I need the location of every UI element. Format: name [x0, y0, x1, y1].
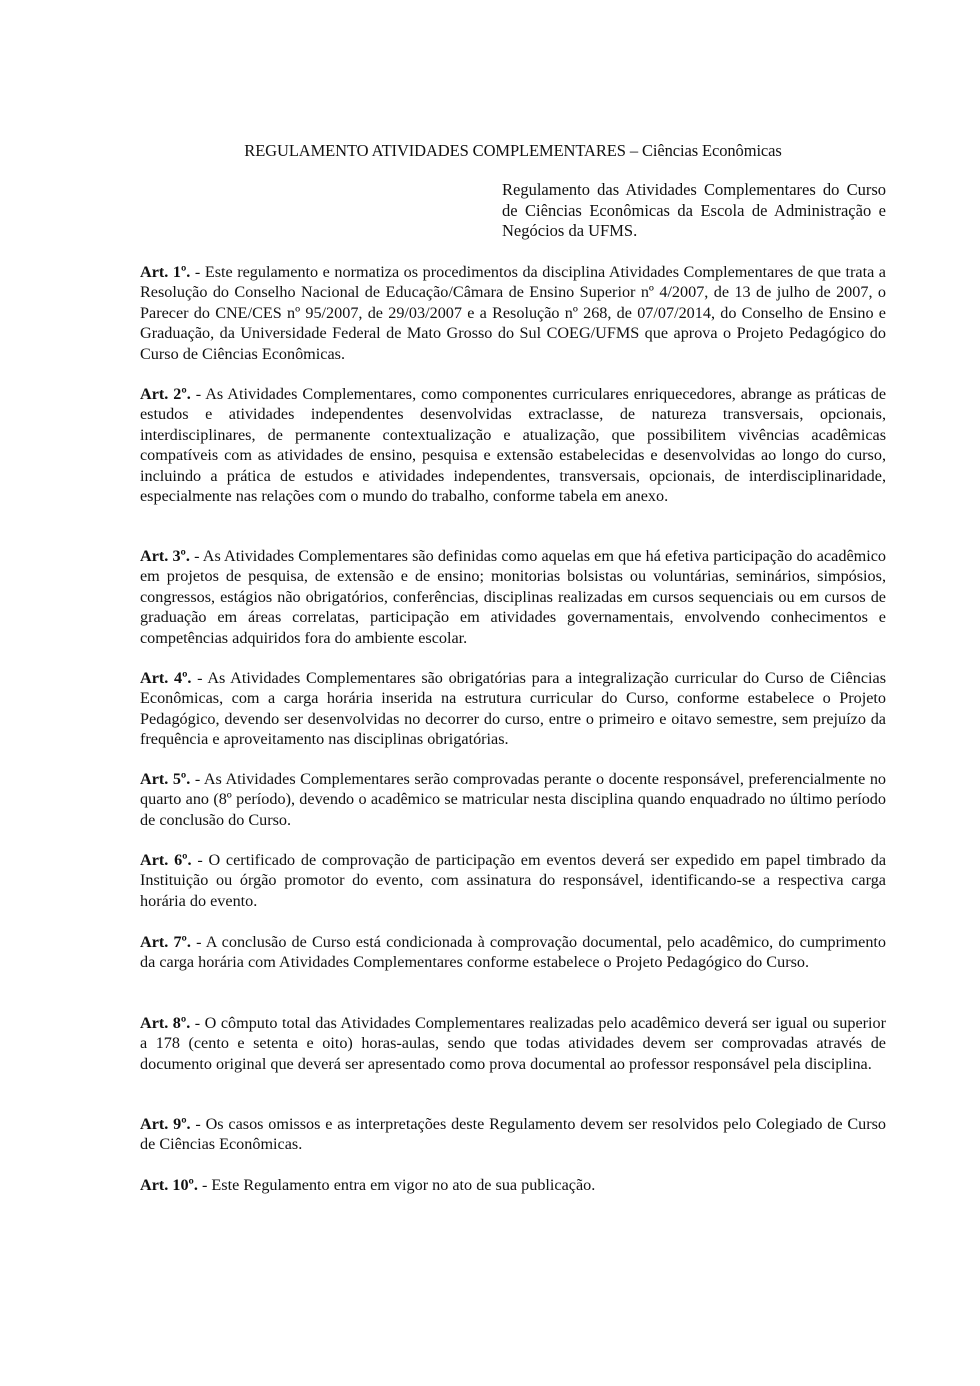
- article-8: [140, 1013, 886, 1074]
- article-text: - As Atividades Complementares serão comprovadas perante o docente responsável, preferencialmente no quarto ano (8º período), devendo o acadêmico se matricular nesta disciplina quando enquadrado no último período de conclusão do Curso.: [140, 770, 887, 829]
- article-text: - As Atividades Complementares são obrigatórias para a integralização curricular do Curso de Ciências Econômicas, com a carga horária inserida na estrutura curricular do Curso, conforme estabelece o Projeto Pedagógico, devendo ser desenvolvidas no decorrer do curso, entre o primeiro e oitavo semestre, sem prejuízo da frequência e aproveitamento nas disciplinas obrigatórias.: [140, 669, 886, 749]
- article-label: Art. 4º.: [140, 669, 192, 687]
- article-label: Art. 8º.: [140, 1014, 191, 1032]
- article-9: [140, 1114, 886, 1155]
- article-1: [140, 262, 886, 364]
- article-text: - As Atividades Complementares são definidas como aquelas em que há efetiva participação do acadêmico em projetos de pesquisa, de extensão e de ensino; monitorias bolsistas ou voluntárias, seminários, simpósios, congressos, estágios não obrigatórios, conferências, disciplinas realizadas em cursos sequenciais ou em cursos de graduação em áreas correlatas, participação em atividades governamentais, envolvendo conhecimentos e competências adquiridos fora do ambiente escolar.: [140, 547, 886, 647]
- article-7: [140, 932, 886, 973]
- article-4: [140, 668, 886, 750]
- article-6: [140, 850, 886, 911]
- article-5: [140, 769, 886, 830]
- article-label: Art. 3º.: [140, 547, 190, 565]
- article-label: Art. 10º.: [140, 1176, 198, 1194]
- article-text: - Este Regulamento entra em vigor no ato de sua publicação.: [197, 1176, 596, 1194]
- document-title: [140, 140, 886, 162]
- article-text: - O cômputo total das Atividades Complementares realizadas pelo acadêmico deverá ser igual ou superior a 178 (cento e setenta e oito) horas-aulas, sendo que todas atividades devem ser comprovadas através de documento original que deverá ser apresentado como prova documental ao professor responsável pela disciplina.: [140, 1014, 887, 1073]
- article-3: [140, 546, 886, 648]
- article-label: Art. 5º.: [140, 770, 191, 788]
- title-main: REGULAMENTO ATIVIDADES COMPLEMENTARES: [244, 141, 626, 160]
- article-label: Art. 1º.: [140, 263, 191, 281]
- article-text: - As Atividades Complementares, como componentes curriculares enriquecedores, abrange as práticas de estudos e atividades independentes desenvolvidas extraclasse, de natureza transversais, opcionais, interdisciplinares, de permanente contextualização e atualização, que possibilitem vivências acadêmicas compatíveis com as atividades de ensino, pesquisa e extensão estabelecidas e desenvolvidas ao longo do curso, incluindo a prática de estudos e atividades independentes, transversais, opcionais, de interdisciplinaridade, especialmente nas relações com o mundo do trabalho, conforme tabela em anexo.: [140, 385, 886, 506]
- title-course: Ciências Econômicas: [642, 141, 782, 160]
- article-label: Art. 2º.: [140, 385, 191, 403]
- article-text: - A conclusão de Curso está condicionada à comprovação documental, pelo acadêmico, do cumprimento da carga horária com Atividades Complementares conforme estabelece o Projeto Pedagógico do Curso.: [140, 933, 886, 972]
- article-text: - Os casos omissos e as interpretações deste Regulamento devem ser resolvidos pelo Colegiado de Curso de Ciências Econômicas.: [140, 1115, 886, 1154]
- article-2: [140, 384, 886, 506]
- article-10: [140, 1175, 886, 1195]
- article-text: - O certificado de comprovação de participação em eventos deverá ser expedido em papel timbrado da Instituição ou órgão promotor do evento, com assinatura do responsável, identificando-se a respectiva carga horária do evento.: [140, 851, 887, 910]
- title-separator: –: [625, 141, 643, 160]
- article-label: Art. 7º.: [140, 933, 191, 951]
- article-text: - Este regulamento e normatiza os procedimentos da disciplina Atividades Complementares de que trata a Resolução do Conselho Nacional de Educação/Câmara de Ensino Superior nº 4/2007, de 13 de julho de 2007, o Parecer do CNE/CES nº 95/2007, de 29/03/2007 e a Resolução nº 268, de 07/07/2014, do Conselho de Ensino e Graduação, da Universidade Federal de Mato Grosso do Sul COEG/UFMS que aprova o Projeto Pedagógico do Curso de Ciências Econômicas.: [140, 263, 886, 363]
- article-label: Art. 9º.: [140, 1115, 191, 1133]
- document-subtitle: Regulamento das Atividades Complementares do Curso de Ciências Econômicas da Escola de Administração e Negócios da UFMS.: [502, 180, 886, 240]
- article-label: Art. 6º.: [140, 851, 192, 869]
